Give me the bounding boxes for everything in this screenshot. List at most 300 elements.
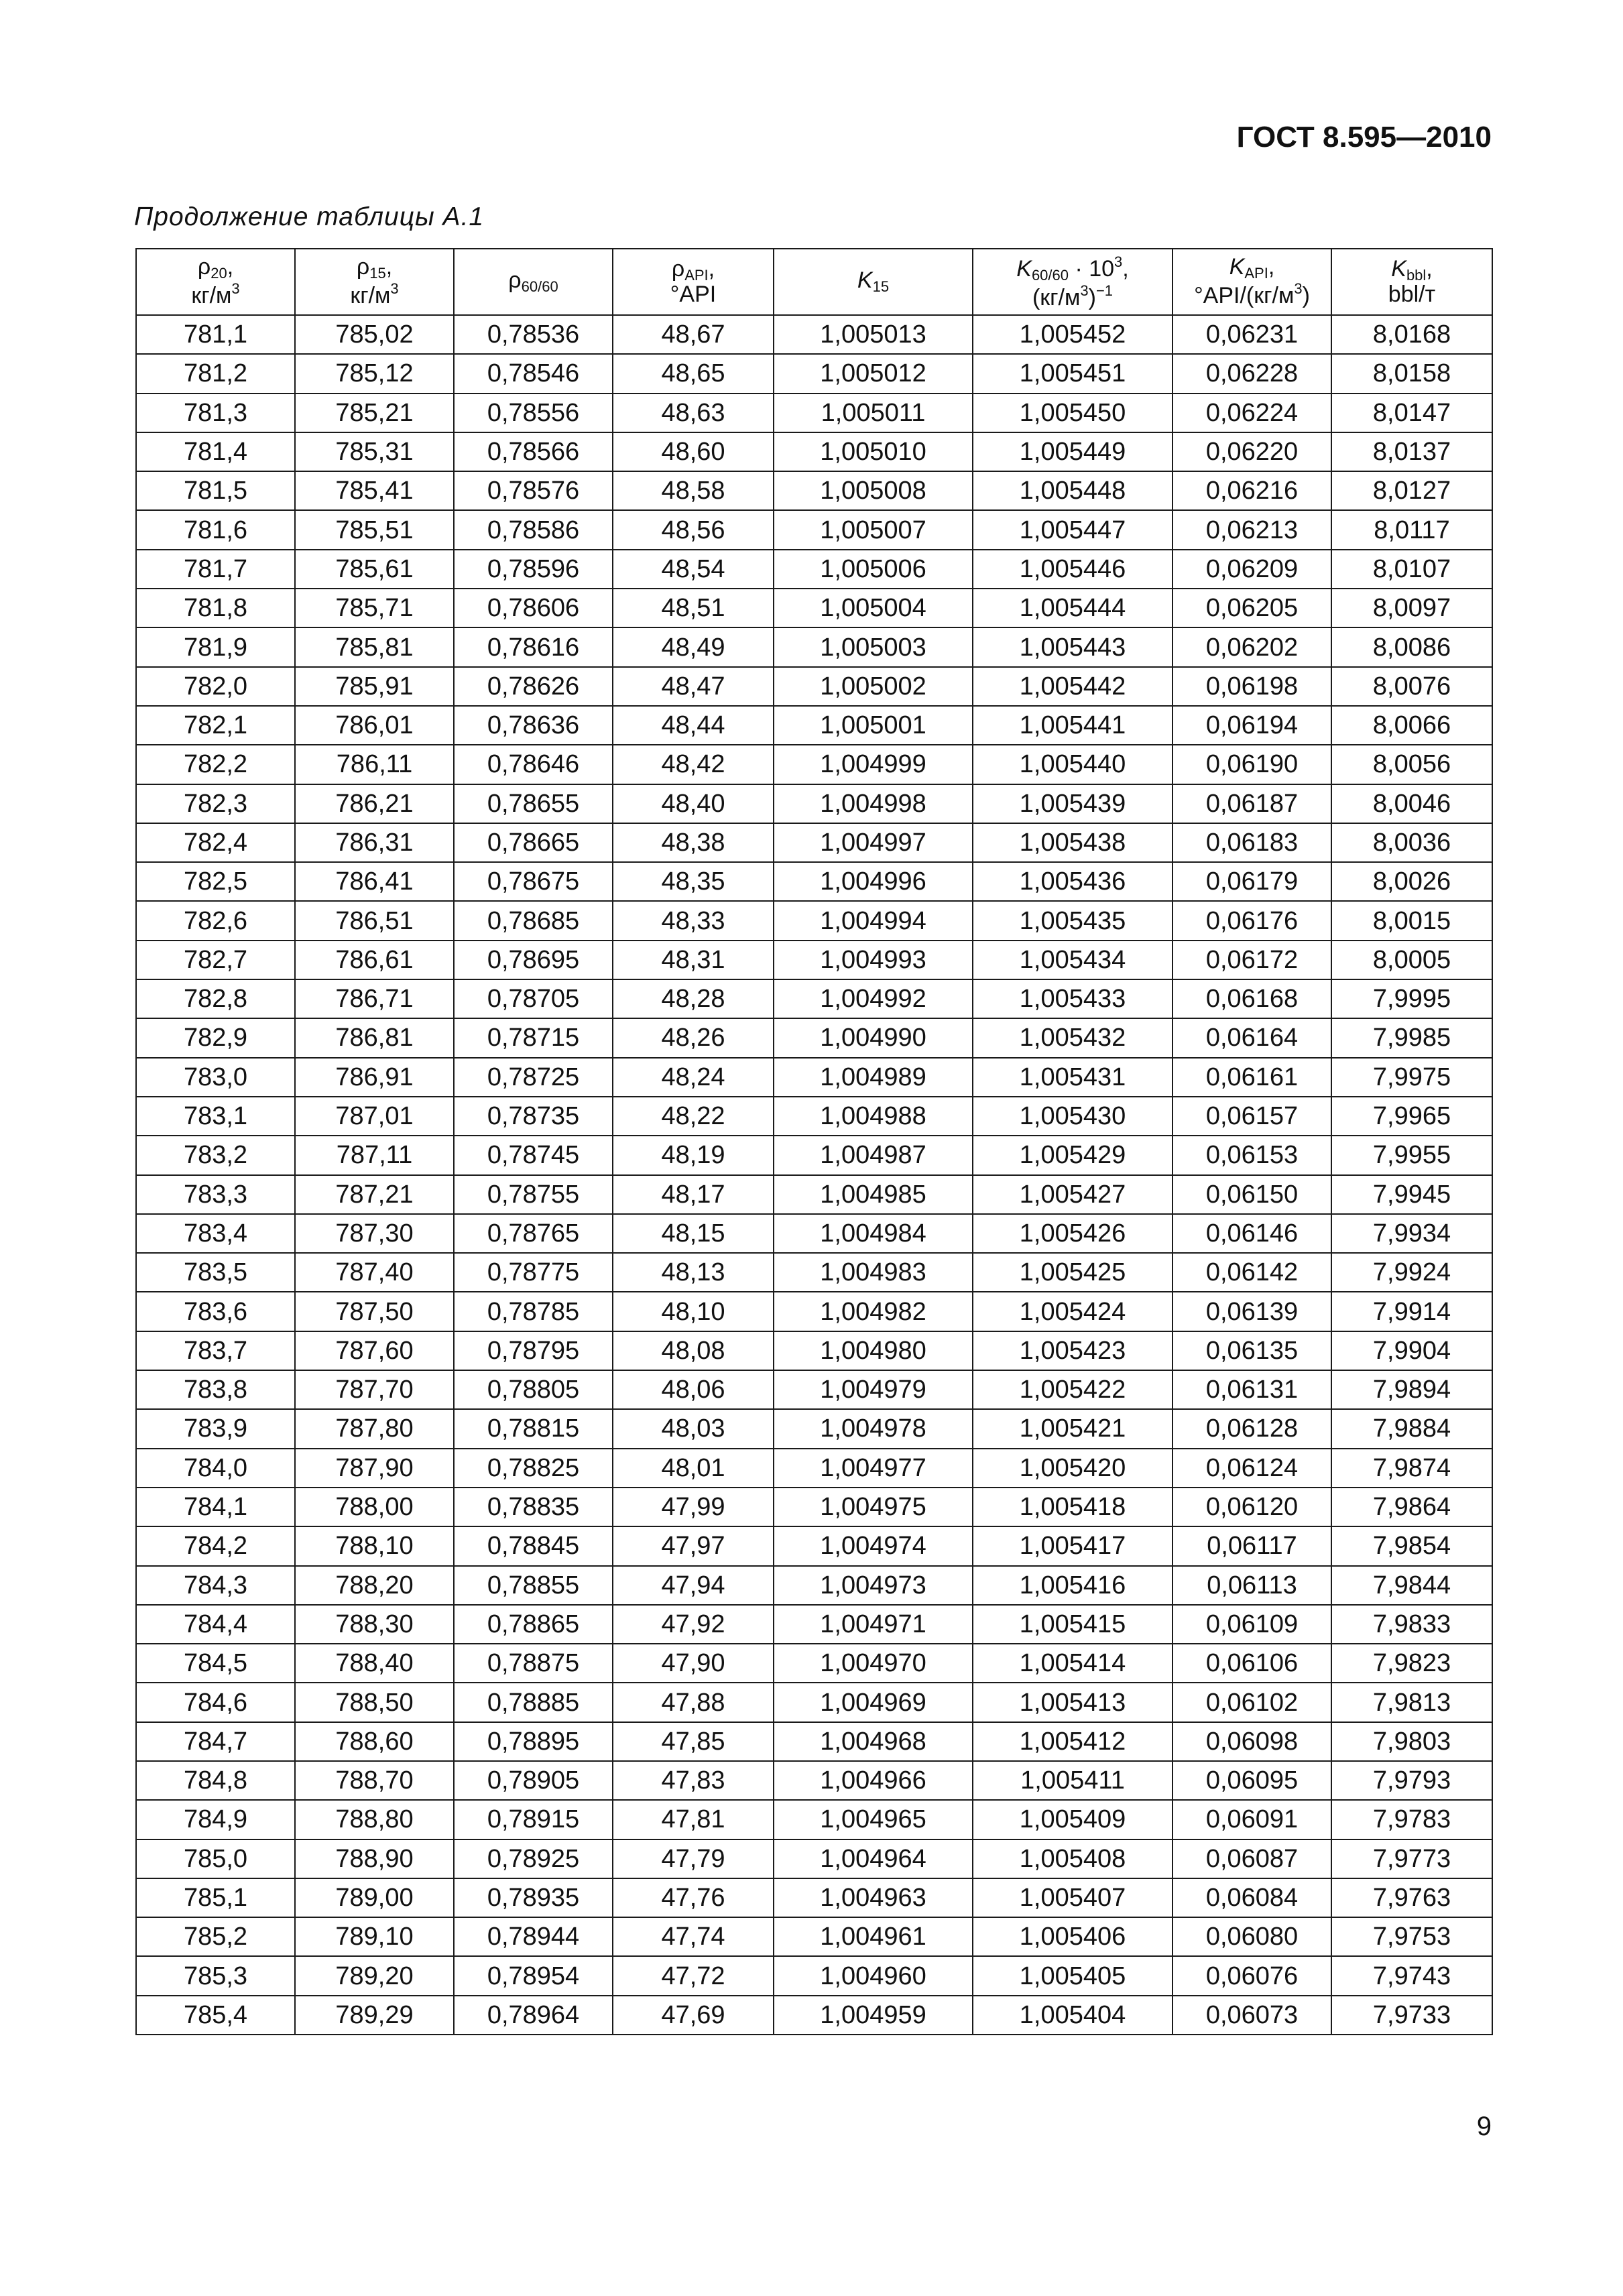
table-cell: 1,005424 [973, 1292, 1173, 1331]
table-cell: 788,70 [295, 1761, 454, 1800]
table-cell: 0,06109 [1173, 1605, 1331, 1644]
table-cell: 783,5 [136, 1253, 295, 1292]
table-row [136, 550, 1492, 589]
table-cell: 1,004987 [774, 1136, 973, 1174]
table-cell: 48,13 [613, 1253, 774, 1292]
table-cell: 786,01 [295, 706, 454, 745]
table-cell: 0,06076 [1173, 1956, 1331, 1995]
page-number: 9 [1476, 2112, 1492, 2141]
table-cell: 8,0015 [1331, 901, 1492, 940]
table-cell: 785,21 [295, 394, 454, 432]
table-row [136, 394, 1492, 432]
table-cell: 7,9823 [1331, 1644, 1492, 1683]
table-cell: 48,08 [613, 1331, 774, 1370]
table-cell: 0,78885 [454, 1683, 613, 1721]
table-cell: 7,9733 [1331, 1996, 1492, 2035]
header-k15: $K_{15}$ [774, 249, 973, 315]
table-header-row [136, 249, 1492, 315]
table-cell: 47,76 [613, 1878, 774, 1917]
table-cell: 785,0 [136, 1839, 295, 1878]
table-cell: 1,004975 [774, 1488, 973, 1526]
table-cell: 783,4 [136, 1214, 295, 1253]
table-row [136, 589, 1492, 627]
table-cell: 788,60 [295, 1722, 454, 1761]
table-cell: 48,47 [613, 667, 774, 706]
table-cell: 786,51 [295, 901, 454, 940]
table-row [136, 627, 1492, 666]
table-cell: 0,78825 [454, 1449, 613, 1488]
table-cell: 787,60 [295, 1331, 454, 1370]
table-cell: 1,005420 [973, 1449, 1173, 1488]
table-row [136, 1644, 1492, 1683]
table-cell: 1,004970 [774, 1644, 973, 1683]
table-cell: 788,80 [295, 1800, 454, 1839]
table-cell: 788,40 [295, 1644, 454, 1683]
table-cell: 0,78925 [454, 1839, 613, 1878]
table-cell: 48,54 [613, 550, 774, 589]
table-cell: 782,0 [136, 667, 295, 706]
table-cell: 0,78954 [454, 1956, 613, 1995]
table-cell: 785,1 [136, 1878, 295, 1917]
table-cell: 1,005423 [973, 1331, 1173, 1370]
table-cell: 1,004968 [774, 1722, 973, 1761]
table-cell: 0,06198 [1173, 667, 1331, 706]
table-cell: 7,9793 [1331, 1761, 1492, 1800]
table-row [136, 1605, 1492, 1644]
table-row [136, 1683, 1492, 1721]
table-row [136, 941, 1492, 979]
table-row [136, 862, 1492, 901]
table-cell: 0,78616 [454, 627, 613, 666]
table-cell: 0,78865 [454, 1605, 613, 1644]
table-cell: 0,06231 [1173, 315, 1331, 354]
table-cell: 784,3 [136, 1566, 295, 1605]
table-cell: 0,78845 [454, 1526, 613, 1565]
table-cell: 7,9965 [1331, 1097, 1492, 1136]
table-cell: 0,78576 [454, 471, 613, 510]
table-cell: 782,6 [136, 901, 295, 940]
table-cell: 7,9813 [1331, 1683, 1492, 1721]
table-row [136, 1136, 1492, 1174]
table-cell: 47,99 [613, 1488, 774, 1526]
table-row [136, 1878, 1492, 1917]
table-row [136, 784, 1492, 823]
table-row [136, 706, 1492, 745]
table-cell: 0,78905 [454, 1761, 613, 1800]
table-cell: 781,5 [136, 471, 295, 510]
table-cell: 0,06179 [1173, 862, 1331, 901]
table-cell: 782,7 [136, 941, 295, 979]
table-cell: 7,9743 [1331, 1956, 1492, 1995]
table-cell: 7,9773 [1331, 1839, 1492, 1878]
table-cell: 784,6 [136, 1683, 295, 1721]
table-cell: 781,9 [136, 627, 295, 666]
table-cell: 8,0097 [1331, 589, 1492, 627]
table-cell: 786,91 [295, 1058, 454, 1097]
table-cell: 1,005450 [973, 394, 1173, 432]
table-cell: 0,06128 [1173, 1409, 1331, 1448]
table-cell: 0,78596 [454, 550, 613, 589]
table-cell: 1,005449 [973, 432, 1173, 471]
table-cell: 783,7 [136, 1331, 295, 1370]
table-cell: 788,30 [295, 1605, 454, 1644]
table-cell: 1,005010 [774, 432, 973, 471]
table-cell: 788,20 [295, 1566, 454, 1605]
table-cell: 0,78745 [454, 1136, 613, 1174]
table-cell: 1,005438 [973, 823, 1173, 862]
table-cell: 47,83 [613, 1761, 774, 1800]
table-cell: 8,0168 [1331, 315, 1492, 354]
table-row [136, 979, 1492, 1018]
table-cell: 785,71 [295, 589, 454, 627]
table-row [136, 1488, 1492, 1526]
table-cell: 48,40 [613, 784, 774, 823]
table-cell: 787,30 [295, 1214, 454, 1253]
table-cell: 0,06172 [1173, 941, 1331, 979]
header-rho6060: $\rho_{60/60}$ [454, 249, 613, 315]
table-cell: 48,67 [613, 315, 774, 354]
table-cell: 1,004999 [774, 745, 973, 784]
table-cell: 782,2 [136, 745, 295, 784]
document-code: ГОСТ 8.595—2010 [1236, 121, 1492, 154]
table-cell: 0,78655 [454, 784, 613, 823]
table-cell: 1,004973 [774, 1566, 973, 1605]
table-cell: 0,06164 [1173, 1018, 1331, 1057]
table-cell: 784,0 [136, 1449, 295, 1488]
table-cell: 787,90 [295, 1449, 454, 1488]
table-cell: 0,78795 [454, 1331, 613, 1370]
table-cell: 48,06 [613, 1370, 774, 1409]
table-cell: 1,004994 [774, 901, 973, 940]
table-cell: 1,005012 [774, 354, 973, 393]
table-cell: 788,10 [295, 1526, 454, 1565]
table-cell: 782,5 [136, 862, 295, 901]
table-cell: 1,005442 [973, 667, 1173, 706]
table-cell: 47,94 [613, 1566, 774, 1605]
table-cell: 784,7 [136, 1722, 295, 1761]
table-cell: 47,81 [613, 1800, 774, 1839]
table-cell: 1,004992 [774, 979, 973, 1018]
table-cell: 48,15 [613, 1214, 774, 1253]
table-cell: 1,005440 [973, 745, 1173, 784]
table-cell: 0,78944 [454, 1917, 613, 1956]
table-cell: 1,004960 [774, 1956, 973, 1995]
table-cell: 7,9904 [1331, 1331, 1492, 1370]
table-cell: 48,35 [613, 862, 774, 901]
table-cell: 48,56 [613, 510, 774, 549]
table-cell: 1,004969 [774, 1683, 973, 1721]
table-cell: 1,005436 [973, 862, 1173, 901]
table-row [136, 1800, 1492, 1839]
header-k-bbl: $K_{bbl}$, bbl/т [1331, 249, 1492, 315]
table-cell: 782,4 [136, 823, 295, 862]
table-cell: 1,004979 [774, 1370, 973, 1409]
table-cell: 1,005452 [973, 315, 1173, 354]
table-cell: 788,90 [295, 1839, 454, 1878]
table-cell: 785,91 [295, 667, 454, 706]
table-cell: 1,005446 [973, 550, 1173, 589]
table-cell: 1,005430 [973, 1097, 1173, 1136]
table-cell: 1,005422 [973, 1370, 1173, 1409]
density-table [135, 248, 1493, 2035]
table-cell: 783,2 [136, 1136, 295, 1174]
table-row [136, 1253, 1492, 1292]
table-cell: 0,78735 [454, 1097, 613, 1136]
table-cell: 1,005406 [973, 1917, 1173, 1956]
table-cell: 785,4 [136, 1996, 295, 2035]
table-cell: 7,9894 [1331, 1370, 1492, 1409]
table-cell: 1,005407 [973, 1878, 1173, 1917]
table-cell: 785,51 [295, 510, 454, 549]
table-cell: 8,0137 [1331, 432, 1492, 471]
table-cell: 1,005425 [973, 1253, 1173, 1292]
table-cell: 786,81 [295, 1018, 454, 1057]
table-cell: 7,9844 [1331, 1566, 1492, 1605]
table-cell: 781,6 [136, 510, 295, 549]
table-row [136, 471, 1492, 510]
table-cell: 0,06224 [1173, 394, 1331, 432]
table-cell: 1,005432 [973, 1018, 1173, 1057]
table-cell: 48,24 [613, 1058, 774, 1097]
table-cell: 1,004996 [774, 862, 973, 901]
table-cell: 1,004985 [774, 1175, 973, 1214]
table-cell: 47,90 [613, 1644, 774, 1683]
table-cell: 0,06095 [1173, 1761, 1331, 1800]
table-cell: 1,005439 [973, 784, 1173, 823]
table-cell: 0,06087 [1173, 1839, 1331, 1878]
table-cell: 0,06102 [1173, 1683, 1331, 1721]
table-row [136, 1292, 1492, 1331]
header-rho-api: $\rho_{API}$, °API [613, 249, 774, 315]
table-cell: 1,005411 [973, 1761, 1173, 1800]
table-cell: 48,51 [613, 589, 774, 627]
table-cell: 783,6 [136, 1292, 295, 1331]
table-cell: 783,0 [136, 1058, 295, 1097]
table-row [136, 1175, 1492, 1214]
table-cell: 7,9874 [1331, 1449, 1492, 1488]
table-cell: 0,78566 [454, 432, 613, 471]
table-cell: 1,005008 [774, 471, 973, 510]
table-cell: 1,005413 [973, 1683, 1173, 1721]
table-cell: 0,06161 [1173, 1058, 1331, 1097]
table-cell: 785,61 [295, 550, 454, 589]
table-cell: 0,78915 [454, 1800, 613, 1839]
table-cell: 0,06187 [1173, 784, 1331, 823]
table-cell: 7,9975 [1331, 1058, 1492, 1097]
table-cell: 0,06216 [1173, 471, 1331, 510]
table-cell: 781,7 [136, 550, 295, 589]
table-cell: 0,06157 [1173, 1097, 1331, 1136]
table-cell: 785,31 [295, 432, 454, 471]
table-cell: 785,02 [295, 315, 454, 354]
table-cell: 1,005444 [973, 589, 1173, 627]
table-cell: 7,9995 [1331, 979, 1492, 1018]
table-cell: 7,9884 [1331, 1409, 1492, 1448]
table-cell: 0,06202 [1173, 627, 1331, 666]
table-cell: 782,1 [136, 706, 295, 745]
table-cell: 1,005451 [973, 354, 1173, 393]
table-cell: 0,78665 [454, 823, 613, 862]
table-cell: 1,005002 [774, 667, 973, 706]
table-cell: 1,004966 [774, 1761, 973, 1800]
table-cell: 7,9763 [1331, 1878, 1492, 1917]
table-cell: 0,06117 [1173, 1526, 1331, 1565]
table-cell: 1,005441 [973, 706, 1173, 745]
table-cell: 8,0158 [1331, 354, 1492, 393]
table-cell: 48,10 [613, 1292, 774, 1331]
table-cell: 781,4 [136, 432, 295, 471]
table-caption: Продолжение таблицы А.1 [134, 202, 485, 231]
table-cell: 0,06176 [1173, 901, 1331, 940]
table-cell: 783,9 [136, 1409, 295, 1448]
table-cell: 7,9945 [1331, 1175, 1492, 1214]
table-cell: 787,11 [295, 1136, 454, 1174]
table-cell: 0,78755 [454, 1175, 613, 1214]
table-cell: 781,3 [136, 394, 295, 432]
table-cell: 786,21 [295, 784, 454, 823]
table-cell: 785,12 [295, 354, 454, 393]
table-cell: 1,004989 [774, 1058, 973, 1097]
table-row [136, 1761, 1492, 1800]
table-cell: 48,17 [613, 1175, 774, 1214]
table-row [136, 1058, 1492, 1097]
table-cell: 0,78646 [454, 745, 613, 784]
table-cell: 783,1 [136, 1097, 295, 1136]
table-cell: 1,005004 [774, 589, 973, 627]
table-cell: 1,005405 [973, 1956, 1173, 1995]
table-cell: 1,004959 [774, 1996, 973, 2035]
table-row [136, 1409, 1492, 1448]
table-cell: 0,78815 [454, 1409, 613, 1448]
table-cell: 47,92 [613, 1605, 774, 1644]
table-cell: 787,80 [295, 1409, 454, 1448]
table-cell: 8,0026 [1331, 862, 1492, 901]
table-cell: 0,78765 [454, 1214, 613, 1253]
table-cell: 0,78895 [454, 1722, 613, 1761]
table-cell: 1,005448 [973, 471, 1173, 510]
table-cell: 0,78805 [454, 1370, 613, 1409]
table-cell: 0,06153 [1173, 1136, 1331, 1174]
table-cell: 787,50 [295, 1292, 454, 1331]
header-k-api: $K_{API}$, $^\circ API/(кг/м^3)$ [1173, 249, 1331, 315]
table-cell: 0,78536 [454, 315, 613, 354]
table-cell: 786,11 [295, 745, 454, 784]
table-cell: 7,9985 [1331, 1018, 1492, 1057]
table-cell: 0,06183 [1173, 823, 1331, 862]
table-cell: 786,61 [295, 941, 454, 979]
table-cell: 0,78964 [454, 1996, 613, 2035]
table-cell: 0,78636 [454, 706, 613, 745]
table-cell: 1,005434 [973, 941, 1173, 979]
table-cell: 1,005435 [973, 901, 1173, 940]
table-cell: 7,9753 [1331, 1917, 1492, 1956]
table-cell: 781,8 [136, 589, 295, 627]
table-cell: 1,005013 [774, 315, 973, 354]
table-row [136, 823, 1492, 862]
table-cell: 48,49 [613, 627, 774, 666]
table-cell: 784,2 [136, 1526, 295, 1565]
table-cell: 1,005418 [973, 1488, 1173, 1526]
table-cell: 47,85 [613, 1722, 774, 1761]
table-cell: 1,004982 [774, 1292, 973, 1331]
table-row [136, 1214, 1492, 1253]
header-k6060: $K_{60/60} \cdot 10^3$, $(кг/м^3)^{-1}$ [973, 249, 1173, 315]
table-cell: 1,005429 [973, 1136, 1173, 1174]
table-cell: 0,06190 [1173, 745, 1331, 784]
table-row [136, 1097, 1492, 1136]
table-row [136, 1917, 1492, 1956]
table-cell: 47,69 [613, 1996, 774, 2035]
table-cell: 48,22 [613, 1097, 774, 1136]
table-cell: 785,3 [136, 1956, 295, 1995]
table-cell: 0,06098 [1173, 1722, 1331, 1761]
table-cell: 0,78695 [454, 941, 613, 979]
table-cell: 0,78855 [454, 1566, 613, 1605]
table-cell: 789,29 [295, 1996, 454, 2035]
table-cell: 0,06205 [1173, 589, 1331, 627]
table-body [136, 315, 1492, 2035]
table-cell: 1,004998 [774, 784, 973, 823]
table-cell: 1,005433 [973, 979, 1173, 1018]
table-row [136, 901, 1492, 940]
table-row [136, 1956, 1492, 1995]
table-cell: 8,0117 [1331, 510, 1492, 549]
table-cell: 0,78715 [454, 1018, 613, 1057]
table-cell: 0,06106 [1173, 1644, 1331, 1683]
table-cell: 48,60 [613, 432, 774, 471]
table-cell: 48,42 [613, 745, 774, 784]
table-cell: 0,78705 [454, 979, 613, 1018]
table-cell: 0,78835 [454, 1488, 613, 1526]
table-cell: 0,78725 [454, 1058, 613, 1097]
table-cell: 1,004988 [774, 1097, 973, 1136]
table-cell: 1,004997 [774, 823, 973, 862]
table-cell: 0,78626 [454, 667, 613, 706]
table-cell: 788,00 [295, 1488, 454, 1526]
table-row [136, 667, 1492, 706]
table-cell: 0,78685 [454, 901, 613, 940]
table-cell: 7,9955 [1331, 1136, 1492, 1174]
table-cell: 48,26 [613, 1018, 774, 1057]
table-cell: 781,1 [136, 315, 295, 354]
table-cell: 1,004984 [774, 1214, 973, 1253]
table-cell: 1,005421 [973, 1409, 1173, 1448]
table-row [136, 354, 1492, 393]
table-row [136, 1722, 1492, 1761]
table-cell: 1,005011 [774, 394, 973, 432]
table-row [136, 1370, 1492, 1409]
table-cell: 1,004971 [774, 1605, 973, 1644]
table-cell: 1,005426 [973, 1214, 1173, 1253]
table-cell: 0,06168 [1173, 979, 1331, 1018]
table-cell: 784,9 [136, 1800, 295, 1839]
table-cell: 47,97 [613, 1526, 774, 1565]
table-cell: 1,005447 [973, 510, 1173, 549]
table-cell: 0,78606 [454, 589, 613, 627]
table-cell: 0,06228 [1173, 354, 1331, 393]
table-cell: 48,65 [613, 354, 774, 393]
table-cell: 782,9 [136, 1018, 295, 1057]
table-cell: 1,005427 [973, 1175, 1173, 1214]
table-cell: 1,004977 [774, 1449, 973, 1488]
table-row [136, 1526, 1492, 1565]
table-row [136, 1018, 1492, 1057]
table-row [136, 315, 1492, 354]
table-cell: 785,41 [295, 471, 454, 510]
table-cell: 47,88 [613, 1683, 774, 1721]
table-row [136, 1449, 1492, 1488]
table-cell: 1,004974 [774, 1526, 973, 1565]
